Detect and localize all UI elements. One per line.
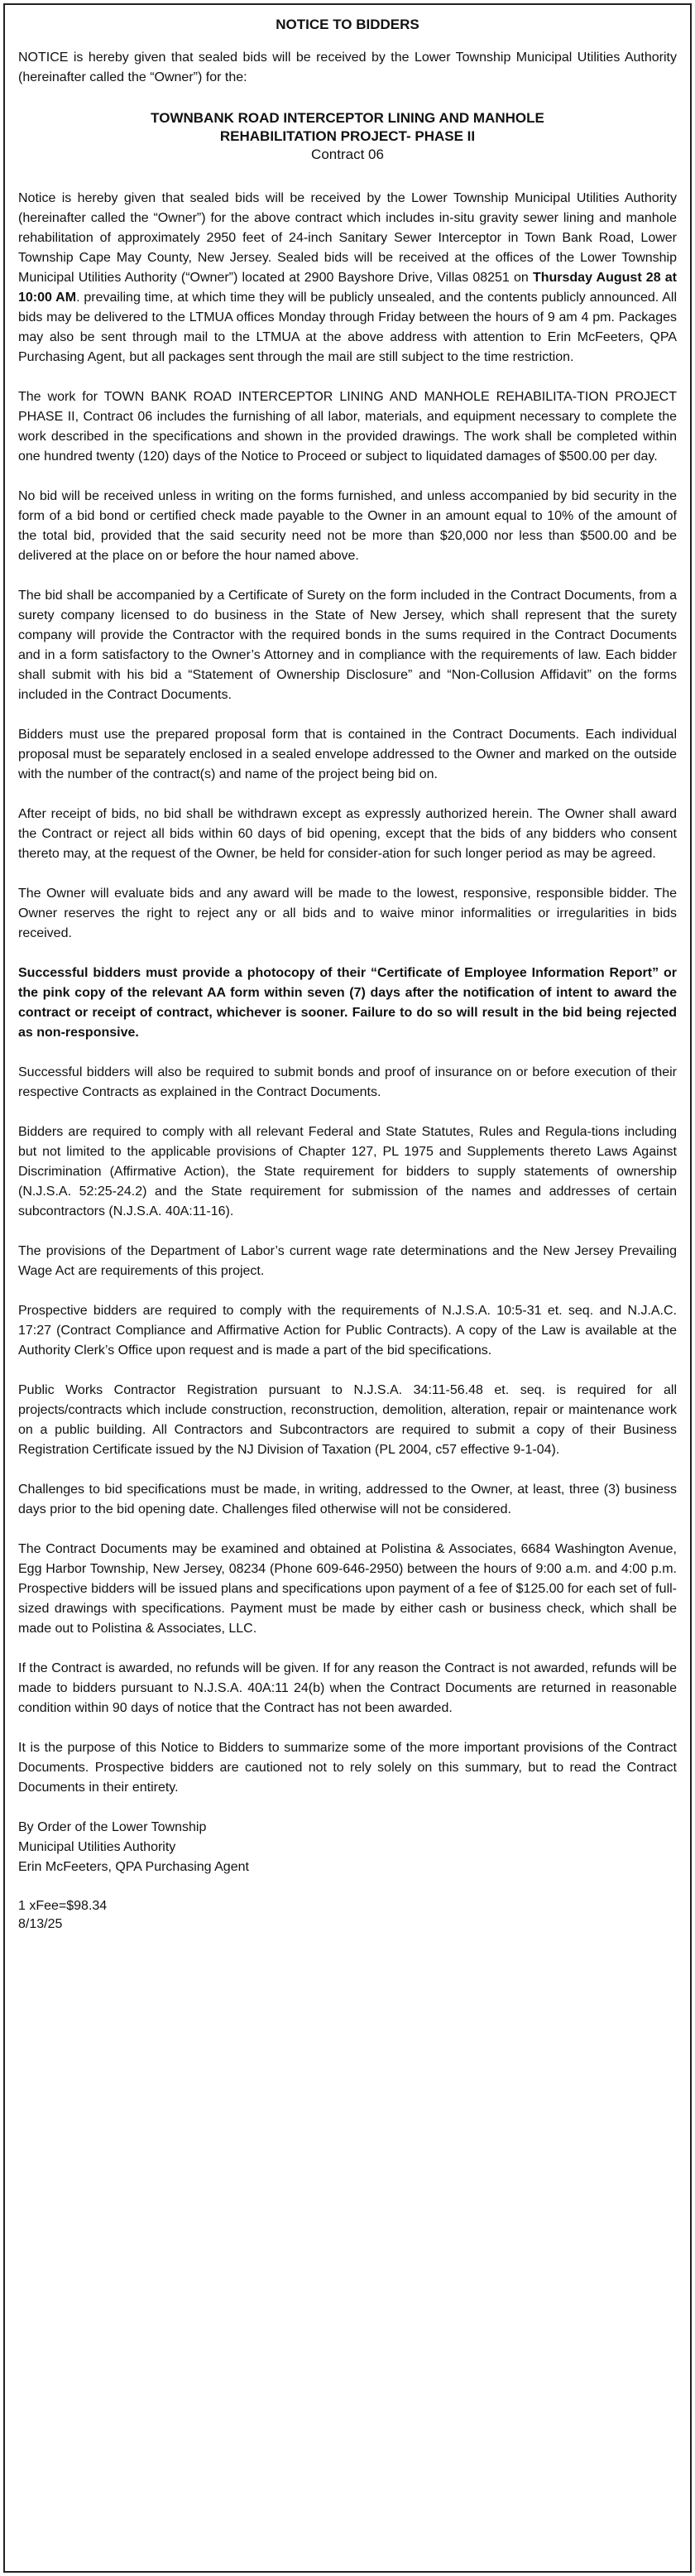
paragraph-statutes: Bidders are required to comply with all relevant Federal and State Statutes, Rules and Regula-tions including but not limited to the applicable provisions of Chapter 127, PL 1975 and Supplements thereto Laws Against Discrimination (Affirmative Action), the State requirement for bidders to supply statements of ownership (N.J.S.A. 52:25-24.2) and the State requirement for submission of the names and addresses of certain subcontractors (N.J.S.A. 40A:11-16). (18, 1125, 677, 1218)
project-heading (18, 109, 677, 164)
paragraph-bonds-insurance: Successful bidders will also be required to submit bonds and proof of insurance on or before execution of their respective Contracts as explained in the Contract Documents. (18, 1065, 677, 1099)
paragraph-prevailing-wage: The provisions of the Department of Labor’s current wage rate determinations and the New Jersey Prevailing Wage Act are requirements of this project. (18, 1244, 677, 1278)
paragraph-scope-of-work: The work for TOWN BANK ROAD INTERCEPTOR LINING AND MANHOLE REHABILITA-TION PROJECT PHASE II, Contract 06 includes the furnishing of all labor, materials, and equipment necessary to complete the work described in the specifications and shown in the provided drawings. The work shall be completed within one hundred twenty (120) days of the Notice to Proceed or subject to liquidated damages of $500.00 per day. (18, 390, 677, 464)
signature-block (18, 1818, 677, 1877)
paragraph-contract-documents: The Contract Documents may be examined and obtained at Polistina & Associates, 6684 Washington Avenue, Egg Harbor Township, New Jersey, 08234 (Phone 609-646-2950) between the hours of 9:00 a.m. and 4:00 p.m. Prospective bidders will be issued plans and specifications upon payment of a fee of $125.00 for each set of full-sized drawings with specifications. Payment must be made by either cash or business check, which shall be made out to Polistina & Associates, LLC. (18, 1542, 677, 1636)
paragraph-certificate-of-surety: The bid shall be accompanied by a Certificate of Surety on the form included in the Contract Documents, from a surety company licensed to do business in the State of New Jersey, which shall represent that the surety company will provide the Contractor with the required bonds in the sums required in the Contract Documents and in a form satisfactory to the Owner’s Attorney and in compliance with the requirements of law. Each bidder shall submit with his bid a “Statement of Ownership Disclosure” and “Non-Collusion Affidavit” on the forms included in the Contract Documents. (18, 589, 677, 702)
paragraph-purpose: It is the purpose of this Notice to Bidders to summarize some of the more important provisions of the Contract Documents. Prospective bidders are cautioned not to rely solely on this summary, but to read the Contract Documents in their entirety. (18, 1741, 677, 1795)
paragraph-employee-information-report: Successful bidders must provide a photocopy of their “Certificate of Employee Information Report” or the pink copy of the relevant AA form within seven (7) days after the notification of intent to award the contract or receipt of contract, whichever is sooner. Failure to do so will result in the bid being rejected as non-responsive. (18, 966, 677, 1040)
notice-footer (18, 1897, 677, 1934)
bid-receipt-text-a: Notice is hereby given that sealed bids will be received by the Lower Township Municipal Utilities Authority (hereinafter called the “Owner”) for the above contract which includes in-situ gravity sewer lining and manhole rehabilitation of approximately 2950 feet of 24-inch Sanitary Sewer Interceptor in Town Bank Road, Lower Township Cape May County, New Jersey. Sealed bids will be received at the offices of the Lower Township Municipal Utilities Authority (“Owner”) located at 2900 Bayshore Drive, Villas 08251 on (18, 191, 677, 285)
bid-receipt-text-b: . prevailing time, at which time they will be publicly unsealed, and the contents publicly announced. All bids may be delivered to the LTMUA offices Monday through Friday between the hours of 9 am 4 pm. Packages may also be sent through mail to the LTMUA at the above address with attention to Erin McFeeters, QPA Purchasing Agent, but all packages sent through the mail are still subject to the time restriction. (18, 291, 677, 364)
legal-notice (3, 3, 692, 2573)
paragraph-award: The Owner will evaluate bids and any award will be made to the lowest, responsive, responsible bidder. The Owner reserves the right to reject any or all bids and to waive minor informalities or irregularities in bids received. (18, 887, 677, 940)
paragraph-bid-withdrawal: After receipt of bids, no bid shall be withdrawn except as expressly authorized herein. The Owner shall award the Contract or reject all bids within 60 days of bid opening, except that the bids of any bidders who consent thereto may, at the request of the Owner, be held for consider-ation for such longer period as may be agreed. (18, 807, 677, 861)
intro-paragraph: NOTICE is hereby given that sealed bids will be received by the Lower Township Municipal Utilities Authority (hereinafter called the “Owner”) for the: (18, 50, 677, 84)
project-name-line-1: TOWNBANK ROAD INTERCEPTOR LINING AND MANHOLE (151, 110, 544, 126)
paragraph-bid-security: No bid will be received unless in writing on the forms furnished, and unless accompanied by bid security in the form of a bid bond or certified check made payable to the Owner in an amount equal to 10% of the amount of the total bid, provided that the said security need not be more than $20,000 nor less than $500.00 and be delivered at the place on or before the hour named above. (18, 489, 677, 563)
paragraph-bid-receipt (18, 189, 677, 368)
paragraph-contractor-registration: Public Works Contractor Registration pursuant to N.J.S.A. 34:11-56.48 et. seq. is required for all projects/contracts which include construction, reconstruction, demolition, alteration, repair or maintenance work on a public building. All Contractors and Subcontractors are required to submit a copy of their Business Registration Certificate issued by the NJ Division of Taxation (PL 2004, c57 effective 9-1-04). (18, 1383, 677, 1457)
paragraph-challenges: Challenges to bid specifications must be made, in writing, addressed to the Owner, at least, three (3) business days prior to the bid opening date. Challenges filed otherwise will not be considered. (18, 1483, 677, 1516)
signature-line-3: Erin McFeeters, QPA Purchasing Agent (18, 1860, 249, 1874)
notice-title: NOTICE TO BIDDERS (276, 17, 419, 32)
bid-date-time: Thursday August 28 at 10:00 AM (18, 271, 677, 305)
signature-line-1: By Order of the Lower Township (18, 1820, 207, 1834)
signature-line-2: Municipal Utilities Authority (18, 1840, 176, 1854)
publication-date: 8/13/25 (18, 1917, 63, 1931)
paragraph-affirmative-action: Prospective bidders are required to comply with the requirements of N.J.S.A. 10:5-31 et. seq. and N.J.A.C. 17:27 (Contract Compliance and Affirmative Action for Public Contracts). A copy of the Law is available at the Authority Clerk’s Office upon request and is made a part of the bid specifications. (18, 1304, 677, 1358)
paragraph-refunds: If the Contract is awarded, no refunds will be given. If for any reason the Contract is not awarded, refunds will be made to bidders pursuant to N.J.S.A. 40A:11 24(b) when the Contract Documents are returned in reasonable condition within 90 days of notice that the Contract has not been awarded. (18, 1661, 677, 1715)
project-name-line-2: REHABILITATION PROJECT- PHASE II (219, 128, 476, 144)
contract-number: Contract 06 (311, 147, 384, 162)
fee-line: 1 xFee=$98.34 (18, 1899, 108, 1913)
paragraph-proposal-form: Bidders must use the prepared proposal form that is contained in the Contract Documents. Each individual proposal must be separately enclosed in a sealed envelope addressed to the Owner and marked on the outside with the number of the contract(s) and name of the project being bid on. (18, 728, 677, 781)
